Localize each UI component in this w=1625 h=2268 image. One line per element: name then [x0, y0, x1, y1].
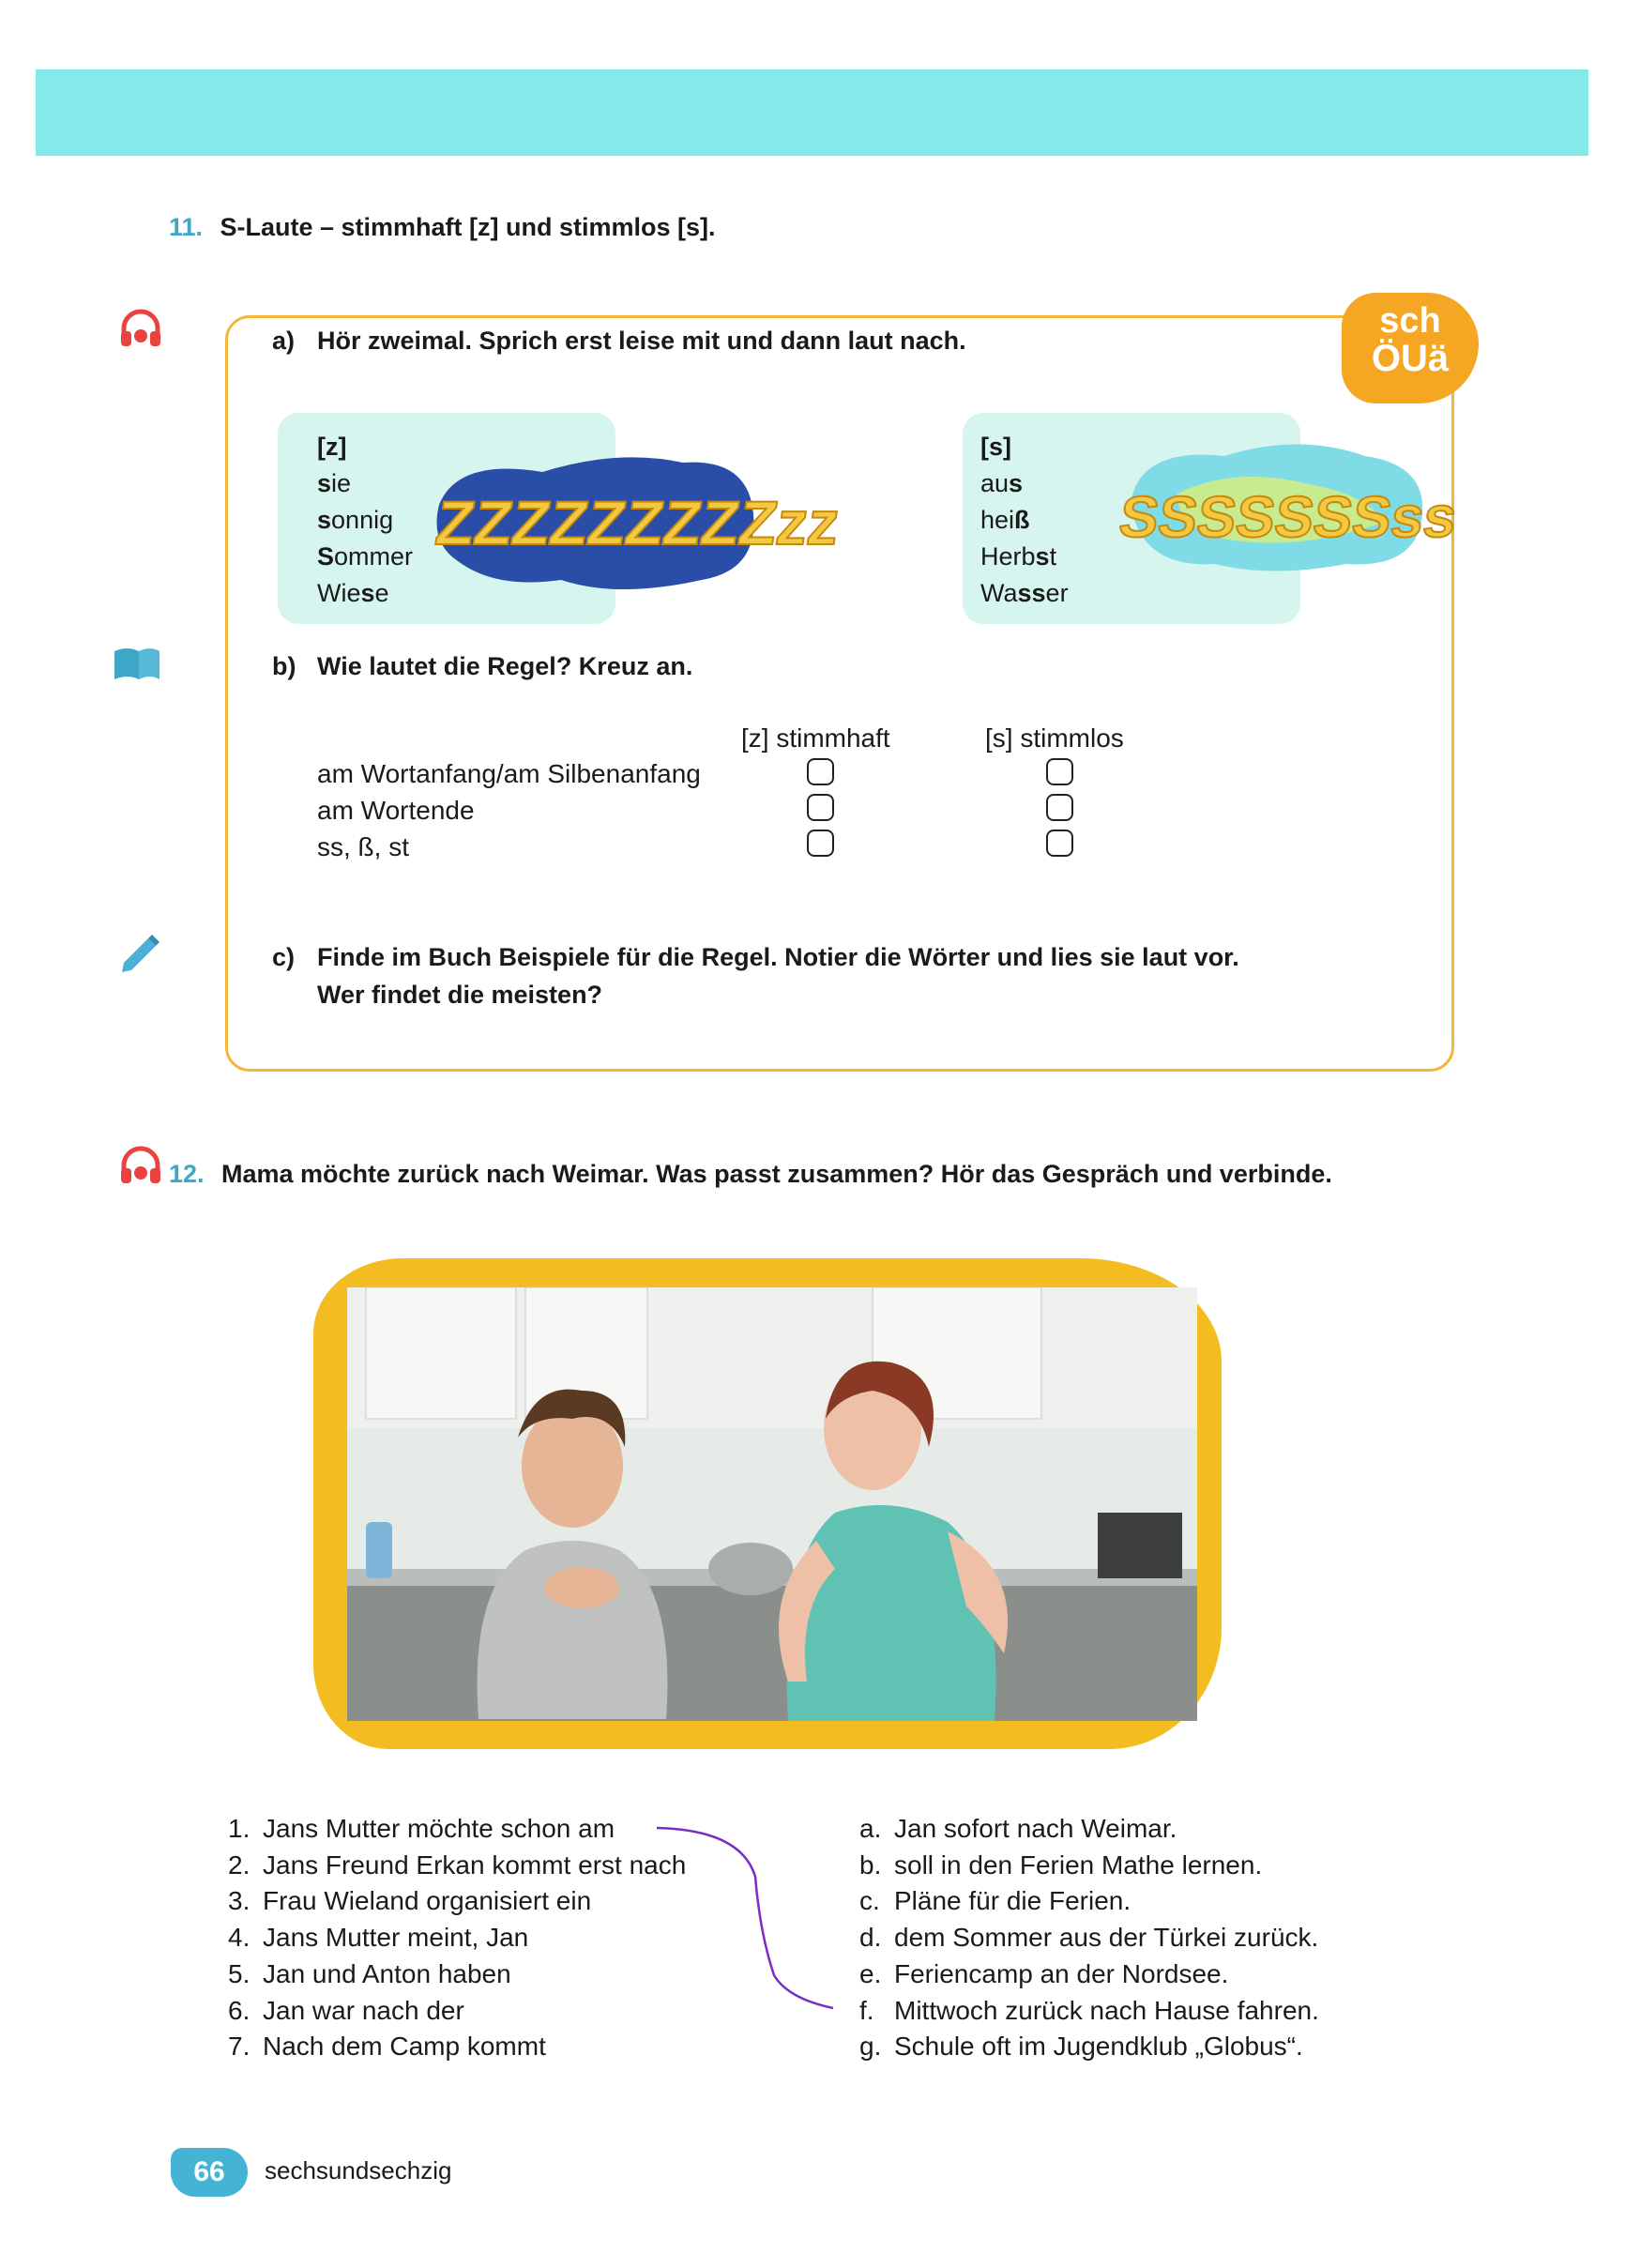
list-item: b. soll in den Ferien Mathe lernen.: [859, 1849, 1263, 1880]
headphones-icon: [118, 308, 163, 353]
task-text: Wie lautet die Regel? Kreuz an.: [317, 652, 693, 680]
task-letter: b): [272, 652, 296, 680]
task-a: [272, 322, 966, 359]
checkbox-voiceless-word-end[interactable]: [1046, 794, 1073, 821]
list-item: 3. Frau Wieland organisiert ein: [228, 1886, 592, 1916]
list-item: d. dem Sommer aus der Türkei zurück.: [859, 1923, 1319, 1953]
sss-graphic: [1115, 428, 1461, 578]
checkbox-voiceless-word-start[interactable]: [1046, 758, 1073, 785]
exercise-number: 12.: [169, 1160, 205, 1188]
list-item: f. Mittwoch zurück nach Hause fahren.: [859, 1995, 1319, 2025]
page-number: 66: [171, 2148, 248, 2197]
task-c: [272, 938, 1239, 1013]
voiceless-word-list: [980, 429, 1069, 612]
badge-line-2: ÖUä: [1371, 338, 1450, 379]
list-item: 7. Nach dem Camp kommt: [228, 2032, 546, 2062]
kitchen-photo: [347, 1287, 1197, 1721]
task-c-line-2: Wer findet die meisten?: [317, 981, 603, 1009]
column-header-voiced: [z] stimmhaft: [741, 723, 890, 753]
word-item: Wasser: [980, 579, 1069, 607]
badge-line-1: sch: [1379, 301, 1441, 341]
checkbox-voiceless-ss-st[interactable]: [1046, 830, 1073, 857]
list-item: 2. Jans Freund Erkan kommt erst nach: [228, 1849, 687, 1880]
kitchen-scene-illustration: [347, 1287, 1197, 1721]
list-item: e. Feriencamp an der Nordsee.: [859, 1958, 1229, 1988]
task-text: Hör zweimal. Sprich erst leise mit und dann laut nach.: [317, 327, 966, 355]
word-item: Herbst: [980, 542, 1057, 571]
list-item: a. Jan sofort nach Weimar.: [859, 1814, 1177, 1843]
page-number-word: sechsundsechzig: [265, 2156, 452, 2184]
example-connection-line: [647, 1820, 854, 2017]
voiceless-header: [s]: [980, 433, 1011, 461]
exercise-12-heading: [169, 1160, 1332, 1189]
rule-rows: [317, 755, 701, 865]
word-item: aus: [980, 469, 1024, 497]
zzz-text: ZZZZZZZZZzz: [432, 489, 844, 558]
sss-text: SSSSSSSss: [1115, 485, 1461, 550]
list-item: 4. Jans Mutter meint, Jan: [228, 1923, 529, 1953]
list-item: g. Schule oft im Jugendklub „Globus“.: [859, 2032, 1303, 2062]
headphones-icon: [118, 1145, 163, 1190]
match-left-list: [228, 1811, 686, 2065]
task-letter: a): [272, 327, 296, 355]
checkbox-voiced-ss-st[interactable]: [807, 830, 834, 857]
list-item: 6. Jan war nach der: [228, 1995, 464, 2025]
header-banner: [36, 69, 1588, 156]
word-item: heiß: [980, 506, 1030, 534]
voiced-word-list: [317, 429, 413, 612]
exercise-title: S-Laute – stimmhaft [z] und stimmlos [s].: [220, 213, 716, 241]
task-c-line-1: Finde im Buch Beispiele für die Regel. Notier die Wörter und lies sie laut vor.: [317, 943, 1239, 971]
word-item: Sommer: [317, 542, 414, 571]
checkbox-voiced-word-start[interactable]: [807, 758, 834, 785]
exercise-number: 11.: [169, 213, 204, 241]
task-b: [272, 647, 692, 685]
exercise-11-heading: [169, 213, 716, 242]
exercise-title: Mama möchte zurück nach Weimar. Was passt zusammen? Hör das Gespräch und verbinde.: [221, 1160, 1332, 1188]
rule-row-label: am Wortanfang/am Silbenanfang: [317, 759, 701, 788]
book-icon: [111, 644, 163, 683]
word-item: sonnig: [317, 506, 394, 534]
task-letter: c): [272, 943, 296, 971]
word-item: Wiese: [317, 579, 389, 607]
word-item: sie: [317, 469, 352, 497]
zzz-graphic: [430, 439, 844, 599]
list-item: 5. Jan und Anton haben: [228, 1958, 511, 1988]
voiced-header: [z]: [317, 433, 347, 461]
match-right-list: [859, 1811, 1319, 2065]
rule-row-label: am Wortende: [317, 796, 475, 825]
column-header-voiceless: [s] stimmlos: [985, 723, 1124, 753]
task-text: [317, 938, 1239, 1013]
pencil-icon: [116, 929, 163, 976]
list-item: c. Pläne für die Ferien.: [859, 1886, 1131, 1916]
list-item: 1. Jans Mutter möchte schon am: [228, 1814, 615, 1843]
pronunciation-badge: [1342, 293, 1479, 403]
checkbox-voiced-word-end[interactable]: [807, 794, 834, 821]
rule-row-label: ss, ß, st: [317, 832, 409, 861]
